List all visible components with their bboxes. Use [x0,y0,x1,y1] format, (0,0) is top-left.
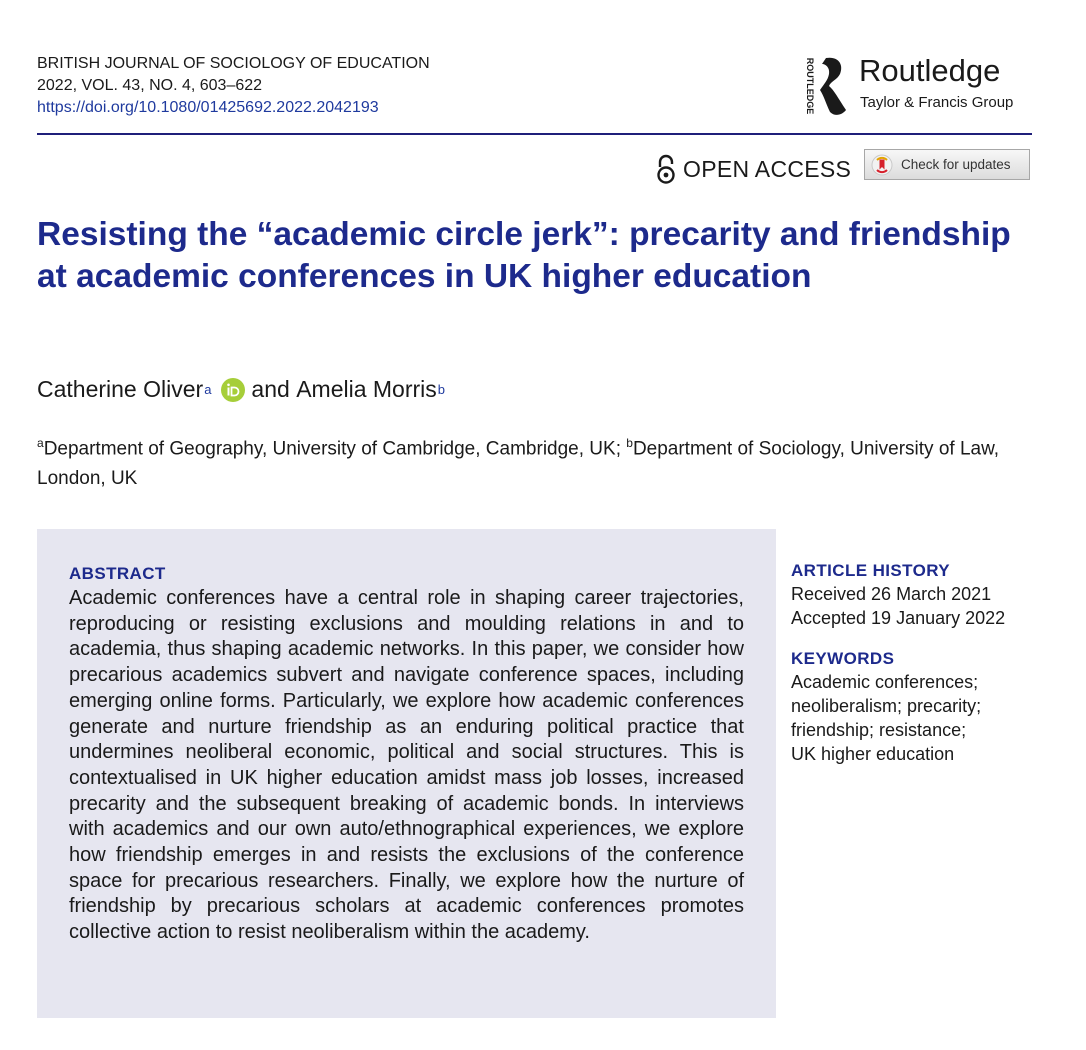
publisher-name: Routledge [859,53,1001,88]
check-for-updates-label: Check for updates [901,157,1011,172]
publisher-vertical-mark: ROUTLEDGE [805,57,815,115]
keyword-line: UK higher education [791,744,955,764]
open-access-badge [655,154,851,184]
check-for-updates-icon [871,154,893,176]
article-history-heading: ARTICLE HISTORY [791,561,951,580]
author-name[interactable]: Amelia Morris [296,376,437,402]
keyword-line: friendship; resistance; [791,720,967,740]
article-title: Resisting the “academic circle jerk”: precarity and friendship at academic conferences in UK higher education [37,216,1011,295]
affiliation-a: Department of Geography, University of Cambridge, Cambridge, UK; [43,438,627,460]
journal-header [37,53,430,119]
orcid-icon[interactable] [221,378,245,402]
abstract-heading: ABSTRACT [69,564,166,583]
author-conjunction: and [251,376,290,402]
author-name[interactable]: Catherine Oliver [37,376,204,402]
affiliation-b: Department of Sociology, University of Law, London, UK [37,438,1000,490]
keyword-line: neoliberalism; precarity; [791,696,982,716]
abstract-box [37,529,776,1018]
publisher-logo [798,50,1032,120]
abstract-text: Academic conferences have a central role in shaping career trajectories, reproducing or resisting exclusions and moulding relations in and to academia, thus shaping academic networks. In this paper, we consider how precarious academics subvert and navigate conference spaces, including emerging online forms. Particularly, we explore how academic conferences generate and nurture friendship as an enduring political practice that undermines neoliberal economic, political and social structures. This is contextualised in UK higher education amidst mass job losses, increased precarity and the subsequent breaking of academic bonds. In interviews with academics and our own auto/ethnographical experiences, we explore how friendship emerges in and resists the exclusions of the conference space for precarious researchers. Finally, we explore how the nurture of friendship by precarious scholars at academic conferences promotes collective action to resist neoliberalism within the academy. [69,587,744,944]
open-access-lock-icon [655,154,677,184]
open-access-label: OPEN ACCESS [683,155,852,182]
affiliation-mark: a [37,436,44,450]
keywords-heading: KEYWORDS [791,649,895,668]
journal-name: BRITISH JOURNAL OF SOCIOLOGY OF EDUCATION [37,55,430,72]
affiliation-mark: b [626,436,633,450]
authors-line [37,376,445,403]
affiliations [37,428,1037,494]
journal-volume: 2022, VOL. 43, NO. 4, 603–622 [37,77,263,94]
accepted-date: Accepted 19 January 2022 [791,608,1006,628]
author-affiliation-mark: b [437,382,445,397]
header-divider [37,133,1032,135]
publisher-group: Taylor & Francis Group [860,94,1014,111]
doi-link[interactable]: https://doi.org/10.1080/01425692.2022.2042193 [37,99,379,116]
article-history [791,560,1041,630]
author-affiliation-mark: a [204,382,212,397]
routledge-logo-icon [798,54,848,118]
received-date: Received 26 March 2021 [791,584,992,604]
keyword-line: Academic conferences; [791,672,979,692]
keywords [791,648,1041,766]
check-for-updates-button[interactable] [864,149,1030,180]
